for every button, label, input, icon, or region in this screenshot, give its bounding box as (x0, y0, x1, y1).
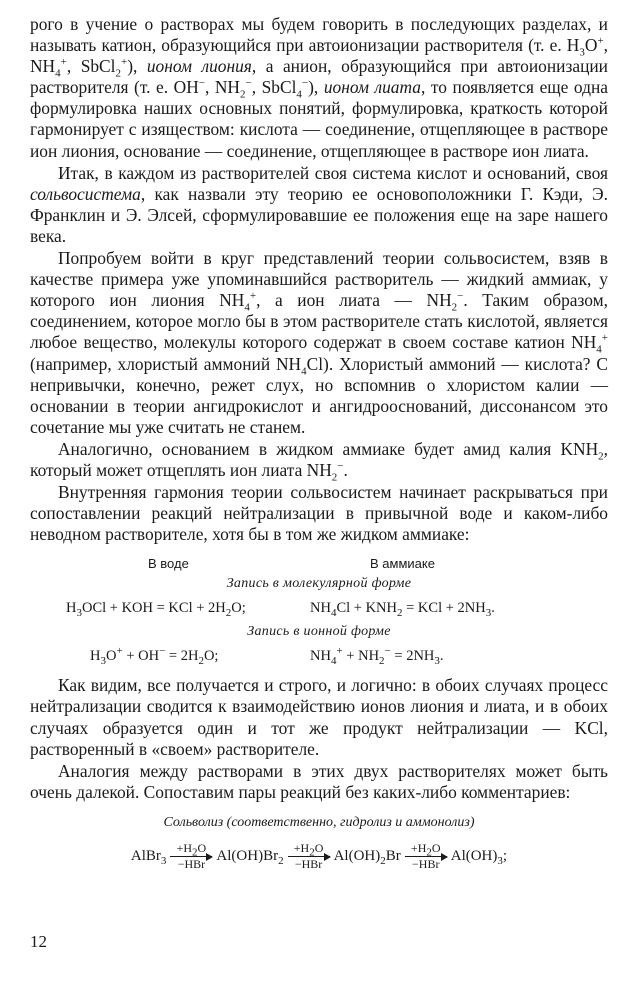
text: Внутренняя гармония теории сольвосистем начинает раскрываться при сопоставлении реакций нейтрализации в привычной воде и каком-либо неводном растворителе, хотя бы в том же жидком аммиаке: (30, 482, 608, 545)
header-ammonia: В аммиаке (370, 555, 435, 571)
arrow-below: −HBr (294, 857, 323, 872)
text: ), (308, 77, 324, 98)
subscript: 4 (296, 88, 302, 101)
superscript: + (60, 56, 67, 69)
paragraph-6 (30, 675, 608, 759)
superscript: − (198, 77, 205, 90)
text: Попробуем войти в круг представлений теории сольвосистем, взяв в качестве примера уже упоминавшийся растворитель — жидкий аммиак, у которого ион лиония NH (30, 248, 608, 311)
subscript: 4 (55, 67, 61, 80)
paragraph-5 (30, 482, 608, 545)
solvolysis-title: Сольволиз (соответственно, гидролиз и аммонолиз) (163, 814, 475, 830)
text: Аналогия между растворами в этих двух растворителях может быть очень далекой. Сопоставим пары реакций без каких-либо комментариев: (30, 760, 608, 802)
arrow-above: $+H_2O$ (410, 841, 441, 859)
text: , SbCl (251, 77, 297, 98)
paragraph-7 (30, 761, 608, 803)
arrow-line (288, 856, 330, 857)
header-water: В воде (148, 555, 189, 571)
text: O (584, 35, 598, 56)
page-content (30, 14, 608, 879)
term-lyate: ионом лиата (323, 77, 421, 98)
superscript: + (249, 290, 257, 303)
text: . Таким образом, соединением, которое могло бы в этом растворителе стать кислотой, является любое вещество, молекулы которого содержат в своем составе катион NH (30, 290, 608, 353)
paragraph-2 (30, 163, 608, 247)
ionic-form-title: Запись в ионной форме (247, 624, 391, 640)
text: Как видим, все получается и строго, и логично: в обоих случаях процесс нейтрализации сводится к взаимодействию ионов лиония и лиата, и в обоих случаях образуется один и тот же продукт нейтрализации — KCl, растворенный в «своем» растворителе. (30, 675, 608, 759)
molecular-form-title: Запись в молекулярной форме (226, 576, 412, 592)
text: , а анион, образующийся при автоионизации растворителя (т. е. OH (30, 56, 608, 98)
ionic-equation-ammonia: $NH_4^+ + NH_2^- = 2NH_3$. (310, 645, 444, 667)
reaction-arrow-icon (288, 842, 330, 871)
arrow-above: $+H_2O$ (176, 841, 207, 859)
subscript: 4 (301, 364, 307, 377)
formula-aloh2-br: $Al(OH)_2Br$ (333, 848, 401, 868)
superscript: − (457, 290, 464, 303)
subscript: 4 (596, 343, 602, 356)
subscript: 2 (331, 471, 338, 484)
paragraph-1 (30, 14, 608, 162)
molecular-equation-water: $H_3OCl$ + KOH = KCl + $2H_2O$; (66, 599, 246, 619)
term-solvosystem: сольвосистема (30, 183, 141, 204)
arrow-above: $+H_2O$ (293, 841, 324, 859)
subscript: 4 (244, 301, 250, 314)
formula-aloh3: $Al(OH)_3$; (450, 848, 508, 868)
neutralization-equations (30, 553, 608, 669)
text: . (343, 459, 348, 480)
arrow-below: −HBr (412, 857, 440, 872)
superscript: − (301, 77, 309, 90)
text: , как назвали эту теорию ее основоположники Г. Кэди, Э. Франклин и Э. Элсей, сформулировавшие ее положения еще на заре нашего века. (30, 183, 608, 246)
subscript: 2 (598, 450, 604, 463)
superscript: + (601, 332, 608, 345)
superscript: + (121, 56, 128, 69)
page-number: 12 (30, 932, 47, 951)
formula-albr3: AlBr$_3$ (130, 848, 167, 868)
text: , а ион лиата — NH (256, 290, 452, 311)
arrow-line (170, 856, 212, 857)
formula-aloh-br2: $Al(OH)Br_2$ (216, 848, 284, 868)
reaction-arrow-icon (405, 842, 447, 871)
subscript: 3 (579, 46, 585, 59)
superscript: − (245, 77, 252, 90)
text: Итак, в каждом из растворителей своя система кислот и оснований, своя (58, 162, 608, 183)
molecular-equations-row (30, 595, 608, 621)
ionic-equation-water: $H_3O^+ + OH^- = 2H_2O$; (90, 645, 219, 667)
superscript: − (337, 460, 344, 473)
subscript: 2 (451, 301, 458, 314)
ionic-equations-row (30, 643, 608, 669)
paragraph-4 (30, 438, 608, 484)
equation-column-headers (30, 553, 608, 573)
text: ), (127, 56, 147, 77)
reaction-arrow-icon (170, 842, 212, 871)
subscript: 2 (115, 67, 121, 80)
text: , который может отщеплять ион лиата NH (30, 438, 608, 480)
solvolysis-equation (30, 835, 608, 879)
superscript: + (597, 35, 604, 48)
text: , то появляется еще одна формулировка наших основных понятий, формулировка, краткость которой гармонирует с изяществом: кислота — соединение, отщепляющее в растворе ион лиония, основание — соединение, отщепляющее в растворе ион лиата. (30, 77, 608, 161)
text: (например, хлористый аммоний NH (30, 353, 302, 374)
text: , NH (204, 77, 240, 98)
paragraph-3 (30, 248, 608, 438)
term-lyonium: ионом лиония (146, 56, 252, 77)
molecular-equation-ammonia: $NH_4Cl + KNH_2$ = KCl + $2NH_3$. (310, 599, 495, 619)
text: Cl). Хлористый аммоний — кислота? С непривычки, конечно, режет слух, но вспомнив о хлористом калии — основании в теории ангидрокислот и ангидрооснований, диссонансом это сочетание мы уже считать не станем. (30, 353, 608, 437)
text: , NH (30, 35, 608, 77)
text: , SbCl (66, 56, 116, 77)
subscript: 2 (240, 88, 246, 101)
text: рого в учение о растворах мы будем говорить в последующих разделах, и называть катион, образующийся при автоионизации растворителя (т. е. H (30, 14, 608, 56)
text: Аналогично, основанием в жидком аммиаке будет амид калия KNH (58, 438, 599, 459)
arrow-line (405, 856, 447, 857)
arrow-below: −HBr (177, 857, 206, 872)
